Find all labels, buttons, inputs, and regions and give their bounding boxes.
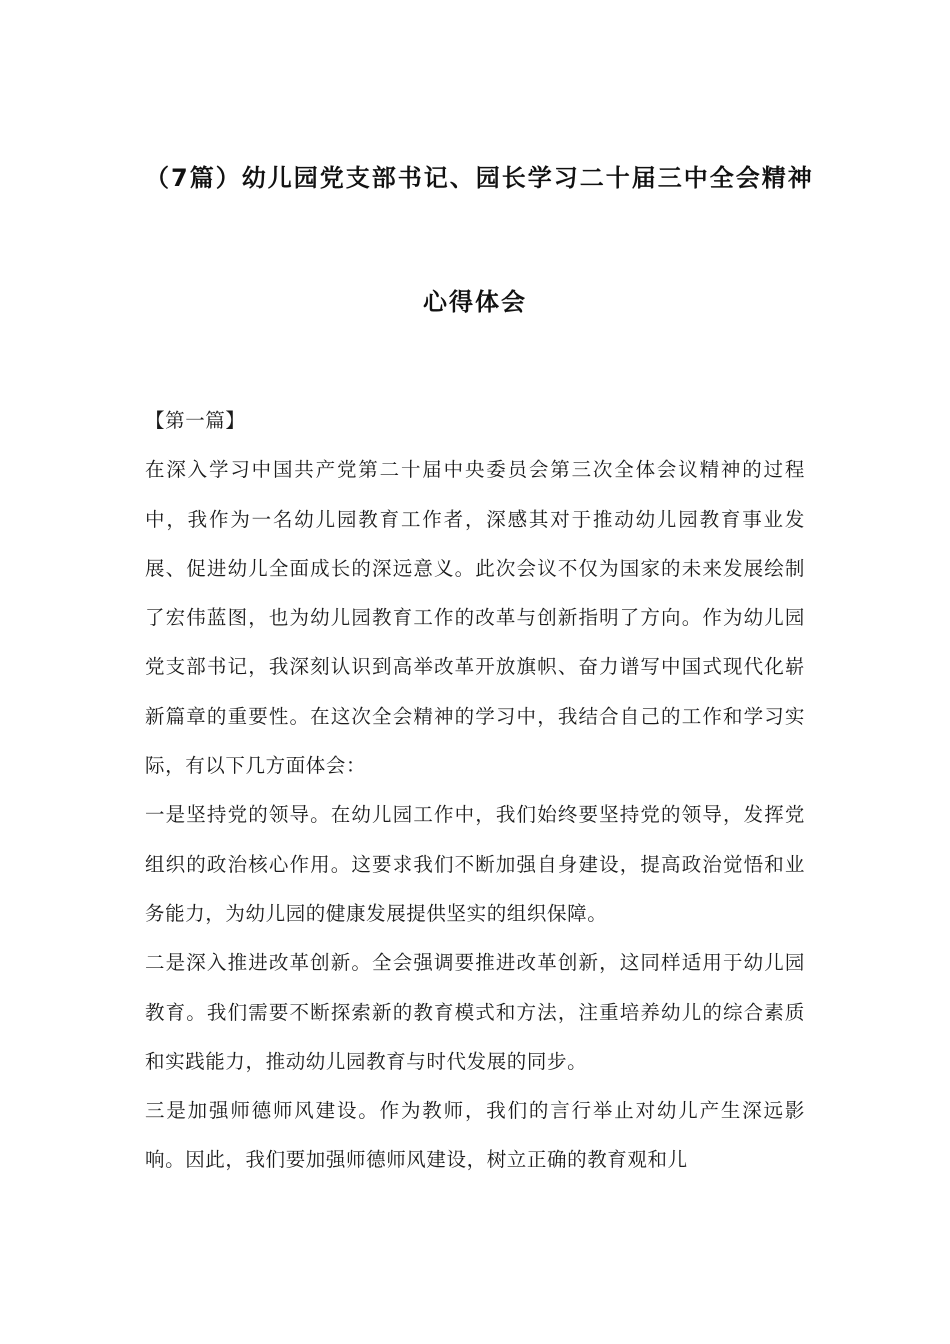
section-heading: 【第一篇】 — [145, 409, 246, 432]
document-title-line-1: （7篇）幼儿园党支部书记、园长学习二十届三中全会精神 — [145, 164, 814, 192]
document-title-line-2: 心得体会 — [423, 288, 527, 316]
paragraph-point-2: 二是深入推进改革创新。全会强调要推进改革创新，这同样适用于幼儿园教育。我们需要不断探索新的教育模式和方法，注重培养幼儿的综合素质和实践能力，推动幼儿园教育与时代发展的同步。 — [145, 951, 805, 1073]
document-body — [145, 396, 805, 1185]
paragraph-intro: 在深入学习中国共产党第二十届中央委员会第三次全体会议精神的过程中，我作为一名幼儿园教育工作者，深感其对于推动幼儿园教育事业发展、促进幼儿全面成长的深远意义。此次会议不仅为国家的未来发展绘制了宏伟蓝图，也为幼儿园教育工作的改革与创新指明了方向。作为幼儿园党支部书记，我深刻认识到高举改革开放旗帜、奋力谱写中国式现代化崭新篇章的重要性。在这次全会精神的学习中，我结合自己的工作和学习实际，有以下几方面体会： — [145, 458, 805, 778]
paragraph-point-3: 三是加强师德师风建设。作为教师，我们的言行举止对幼儿产生深远影响。因此，我们要加强师德师风建设，树立正确的教育观和儿 — [145, 1099, 805, 1172]
paragraph-point-1: 一是坚持党的领导。在幼儿园工作中，我们始终要坚持党的领导，发挥党组织的政治核心作用。这要求我们不断加强自身建设，提高政治觉悟和业务能力，为幼儿园的健康发展提供坚实的组织保障。 — [145, 803, 805, 925]
